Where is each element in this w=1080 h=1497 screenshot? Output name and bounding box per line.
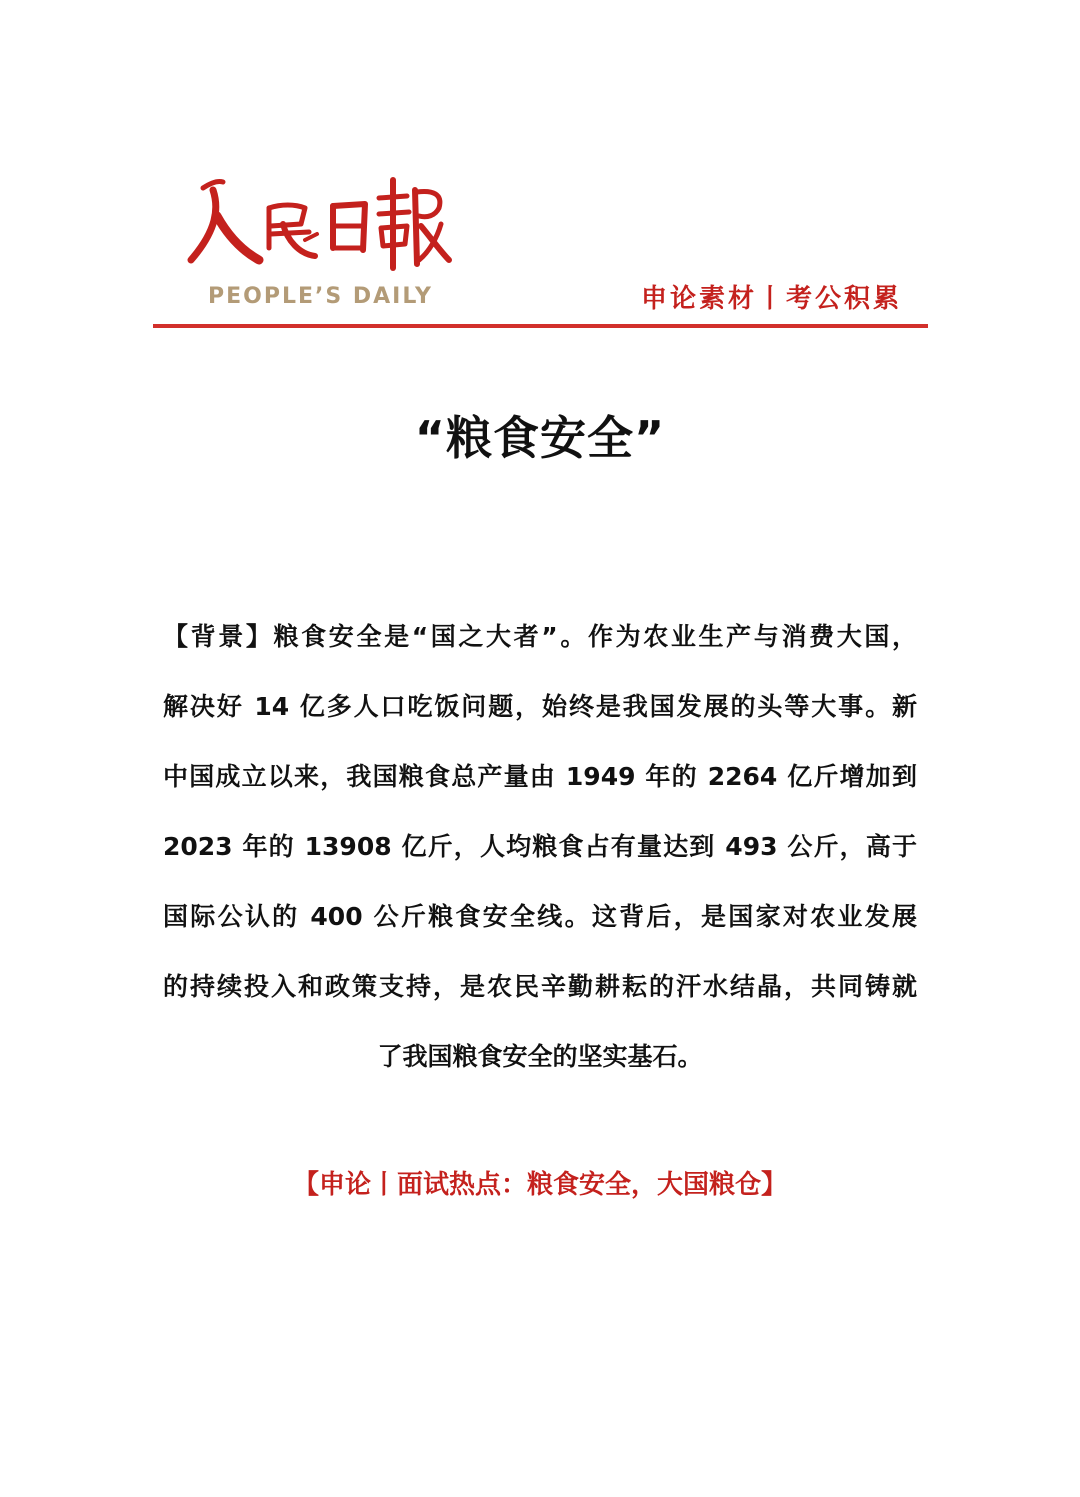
body-line: 【背景】粮食安全是“国之大者”。作为农业生产与消费大国， [163, 622, 917, 651]
body-line: 了我国粮食安全的坚实基石。 [377, 1042, 703, 1071]
logo-calligraphy [183, 168, 453, 273]
header-divider [153, 324, 928, 328]
body-line: 解决好 14 亿多人口吃饭问题，始终是我国发展的头等大事。新 [163, 692, 917, 721]
article-title: “粮食安全” [414, 411, 666, 465]
body-line: 的持续投入和政策支持，是农民辛勤耕耘的汗水结晶，共同铸就 [163, 972, 917, 1001]
related-topic-link[interactable]: 【申论丨面试热点：粮食安全，大国粮仓】 [292, 1170, 787, 1200]
body-line: 2023 年的 13908 亿斤，人均粮食占有量达到 493 公斤，高于 [163, 832, 917, 861]
peoples-daily-logo [183, 168, 453, 273]
body-line: 中国成立以来，我国粮食总产量由 1949 年的 2264 亿斤增加到 [163, 762, 917, 791]
body-line: 国际公认的 400 公斤粮食安全线。这背后，是国家对农业发展 [163, 902, 917, 931]
article-body [163, 602, 917, 1092]
logo-english-name: PEOPLE’S DAILY [208, 284, 433, 309]
column-tag: 申论素材丨考公积累 [640, 284, 902, 314]
